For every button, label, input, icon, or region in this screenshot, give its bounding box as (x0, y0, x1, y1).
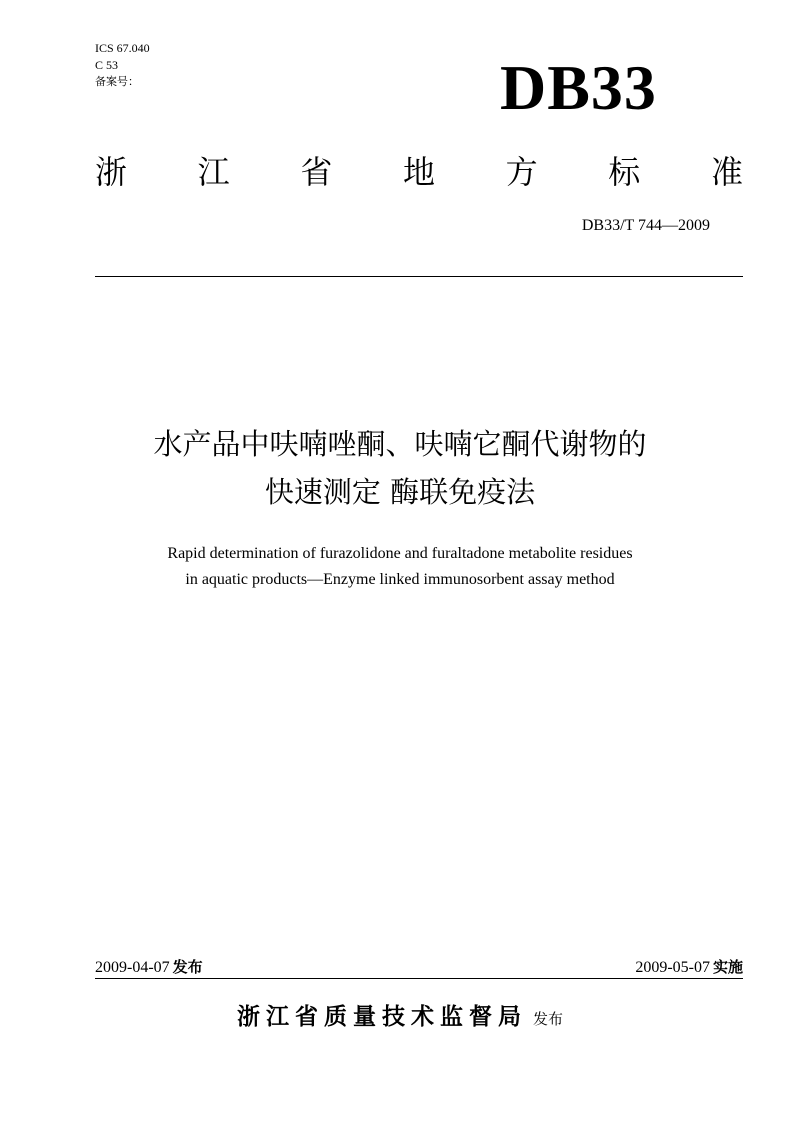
implement-date-block (635, 956, 743, 977)
title-en-line2: in aquatic products—Enzyme linked immunosorbent assay method (185, 571, 615, 588)
standard-type (95, 148, 743, 192)
publisher-suffix: 发布 (532, 1010, 563, 1028)
standard-type-char: 江 (197, 153, 230, 191)
standard-type-char: 省 (300, 153, 333, 191)
title-en-line1: Rapid determination of furazolidone and furaltadone metabolite residues (167, 545, 633, 562)
issue-label: 发布 (172, 958, 203, 976)
footer-divider (95, 978, 743, 979)
ics-code: ICS 67.040 (95, 41, 150, 55)
publisher (0, 998, 800, 1031)
standard-type-char: 准 (710, 153, 743, 191)
header-divider (95, 276, 743, 277)
standard-code: DB33 (500, 52, 657, 123)
issue-date-block (95, 956, 203, 977)
standard-type-char: 标 (608, 153, 641, 191)
ccs-code: C 53 (95, 58, 119, 72)
title-cn-line1: 水产品中呋喃唑酮、呋喃它酮代谢物的 (153, 427, 647, 461)
standard-type-char: 地 (402, 153, 435, 191)
publisher-name: 浙江省质量技术监督局 (236, 1004, 527, 1030)
implement-date: 2009-05-07 (635, 959, 710, 976)
standard-type-char: 方 (505, 153, 538, 191)
implement-label: 实施 (712, 958, 743, 976)
issue-date: 2009-04-07 (95, 959, 170, 976)
filing-number-label: 备案号： (95, 75, 139, 88)
title-cn-line2: 快速测定 酶联免疫法 (264, 475, 536, 509)
standard-type-char: 浙 (95, 153, 128, 191)
standard-number: DB33/T 744—2009 (581, 217, 710, 234)
